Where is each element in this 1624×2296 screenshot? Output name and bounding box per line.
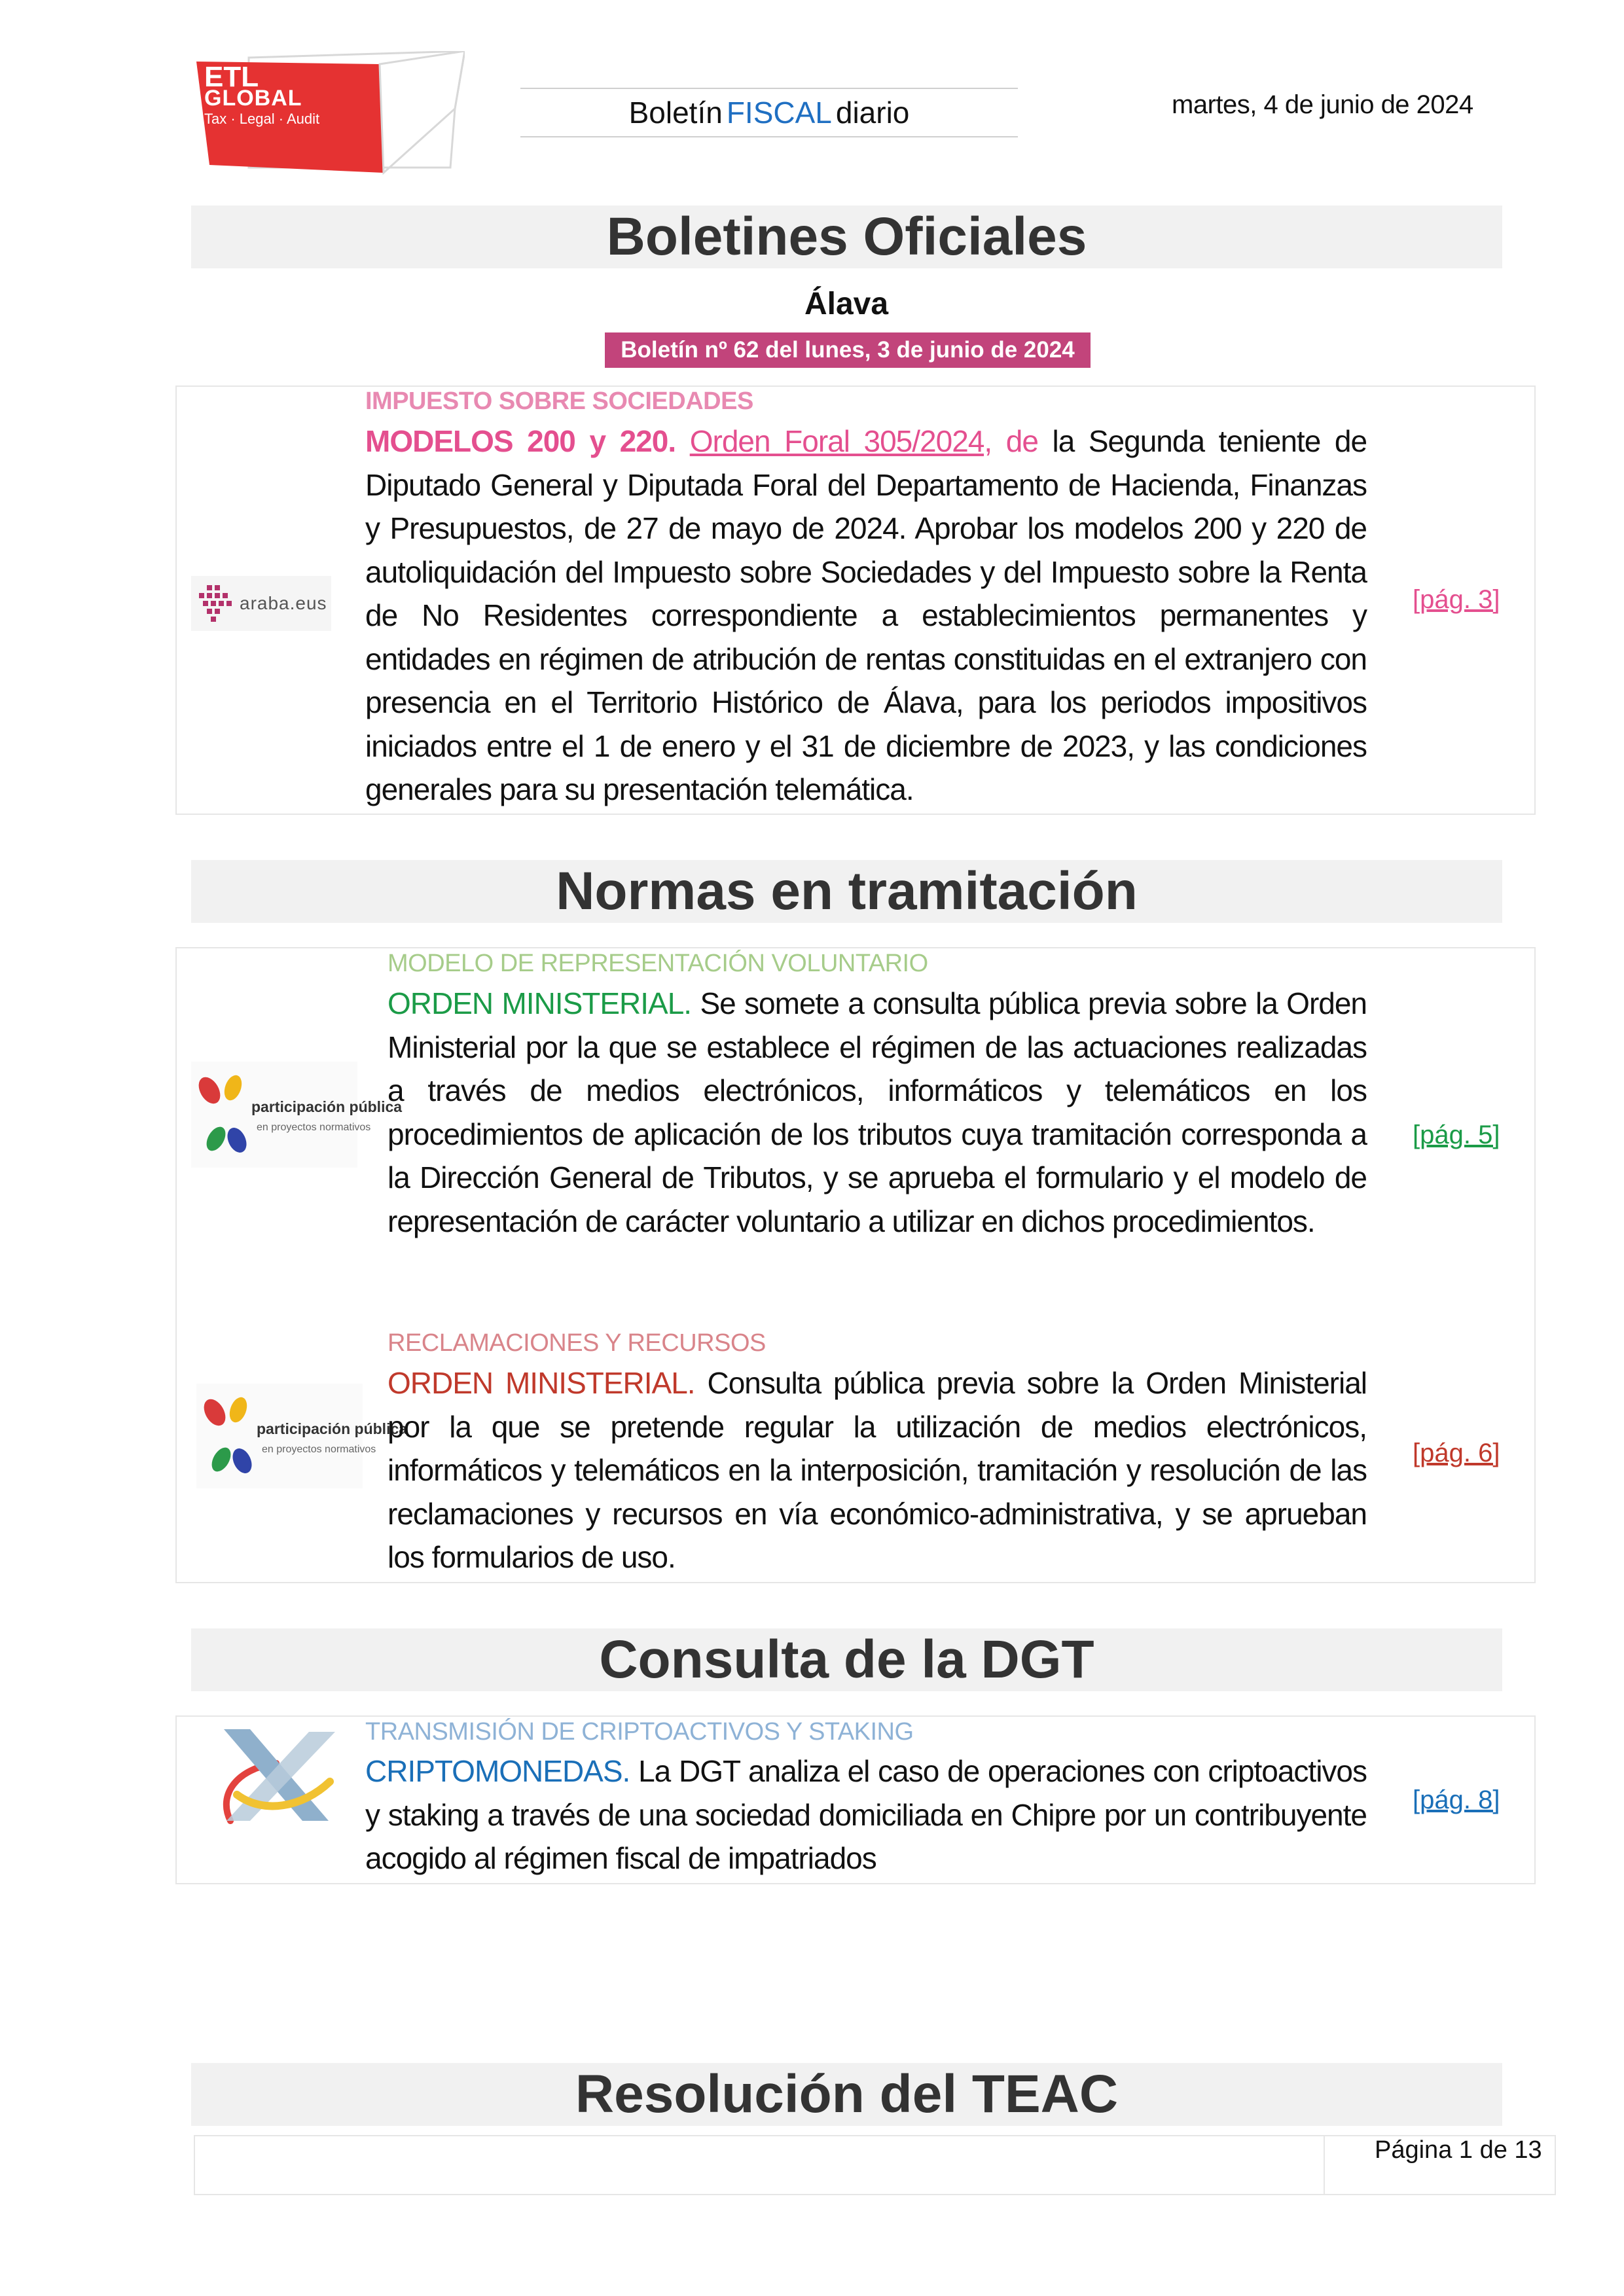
logo-line-3: Tax · Legal · Audit	[204, 111, 320, 127]
logo-line-1: ETL	[204, 61, 259, 93]
news-item-boletines	[365, 420, 1367, 812]
item-lead: ORDEN MINISTERIAL.	[388, 1366, 695, 1400]
participacion-publica-logo	[196, 1384, 408, 1488]
section-title-dgt: Consulta de la DGT	[191, 1628, 1502, 1691]
bulletin-title-prefix: Boletín	[628, 96, 723, 130]
participacion-logo-text: participación pública	[251, 1098, 403, 1115]
page-ref-link[interactable]: [pág. 5]	[1413, 1121, 1500, 1149]
page-ref-link[interactable]: [pág. 3]	[1413, 585, 1500, 614]
news-item-dgt	[365, 1749, 1367, 1880]
bulletin-title	[520, 88, 1018, 137]
item-text: Consulta pública previa sobre la Orden Ministerial por la que se pretende regular la utilización de medios electrónicos, informáticos y telemáticos en la interposición, tramitación y resolución de las reclamaciones y recursos en vía económico-administrativa, y se aprueban los formularios de uso.	[388, 1366, 1367, 1574]
news-item-normas-2	[388, 1361, 1367, 1579]
araba-eus-logo	[191, 576, 331, 631]
category-label: TRANSMISIÓN DE CRIPTOACTIVOS Y STAKING	[365, 1718, 914, 1746]
orden-foral-link[interactable]: Orden Foral 305/2024,	[689, 424, 992, 458]
agencia-tributaria-logo	[211, 1723, 339, 1826]
section-title-normas: Normas en tramitación	[191, 860, 1502, 923]
news-item-normas-1	[388, 982, 1367, 1243]
footer-box	[194, 2135, 1556, 2195]
item-link-after: de	[1005, 424, 1038, 458]
page-ref-link[interactable]: [pág. 8]	[1413, 1785, 1500, 1814]
footer-divider	[1324, 2135, 1325, 2195]
item-lead: MODELOS 200 y 220.	[365, 424, 676, 458]
bulletin-title-highlight: FISCAL	[726, 96, 832, 130]
agencia-tributaria-icon	[211, 1723, 339, 1826]
araba-dots-icon	[195, 583, 237, 624]
section-title-boletines: Boletines Oficiales	[191, 206, 1502, 268]
item-lead: CRIPTOMONEDAS.	[365, 1754, 630, 1788]
participacion-logo-subtext: en proyectos normativos	[262, 1444, 376, 1455]
etl-global-logo	[196, 51, 465, 175]
category-label: IMPUESTO SOBRE SOCIEDADES	[365, 387, 753, 415]
item-text: La DGT analiza el caso de operaciones con criptoactivos y staking a través de una sociedad domiciliada en Chipre por un contribuyente acogido al régimen fiscal de impatriados	[365, 1754, 1367, 1875]
page-ref-link[interactable]: [pág. 6]	[1413, 1439, 1500, 1467]
section-title-teac: Resolución del TEAC	[191, 2063, 1502, 2126]
item-text: Se somete a consulta pública previa sobre la Orden Ministerial por la que se establece el régimen de las actuaciones realizadas a través de medios electrónicos, informáticos y telemáticos en los procedimientos de aplicación de los tributos cuya tramitación corresponda a la Dirección General de Tributos, y se aprueba el formulario y el modelo de representación de carácter voluntario a utilizar en dichos procedimientos.	[388, 986, 1367, 1238]
bulletin-date: martes, 4 de junio de 2024	[1172, 90, 1473, 119]
category-label: MODELO DE REPRESENTACIÓN VOLUNTARIO	[388, 950, 928, 977]
category-label: RECLAMACIONES Y RECURSOS	[388, 1329, 766, 1357]
item-lead: ORDEN MINISTERIAL.	[388, 986, 692, 1020]
participacion-publica-logo	[191, 1062, 403, 1168]
item-text: la Segunda teniente de Diputado General y Diputada Foral del Departamento de Hacienda, Finanzas y Presupuestos, de 27 de mayo de 2024. Aprobar los modelos 200 y 220 de autoliquidación del Impuesto sobre Sociedades y del Impuesto sobre la Renta de No Residentes correspondiente a establecimientos permanentes y entidades en régimen de atribución de rentas constituidas en el extranjero con presencia en el Territorio Histórico de Álava, para los periodos impositivos iniciados entre el 1 de enero y el 31 de diciembre de 2023, y las condiciones generales para su presentación telemática.	[365, 424, 1367, 806]
boletin-badge: Boletín nº 62 del lunes, 3 de junio de 2024	[605, 332, 1091, 368]
bulletin-title-suffix: diario	[835, 96, 910, 130]
region-heading: Álava	[804, 287, 889, 321]
participacion-logo-text: participación pública	[257, 1420, 408, 1437]
participacion-logo-subtext: en proyectos normativos	[257, 1122, 371, 1133]
logo-line-2: GLOBAL	[204, 86, 302, 111]
page-number: Página 1 de 13	[1375, 2136, 1542, 2164]
araba-logo-text: araba.eus	[240, 593, 327, 613]
